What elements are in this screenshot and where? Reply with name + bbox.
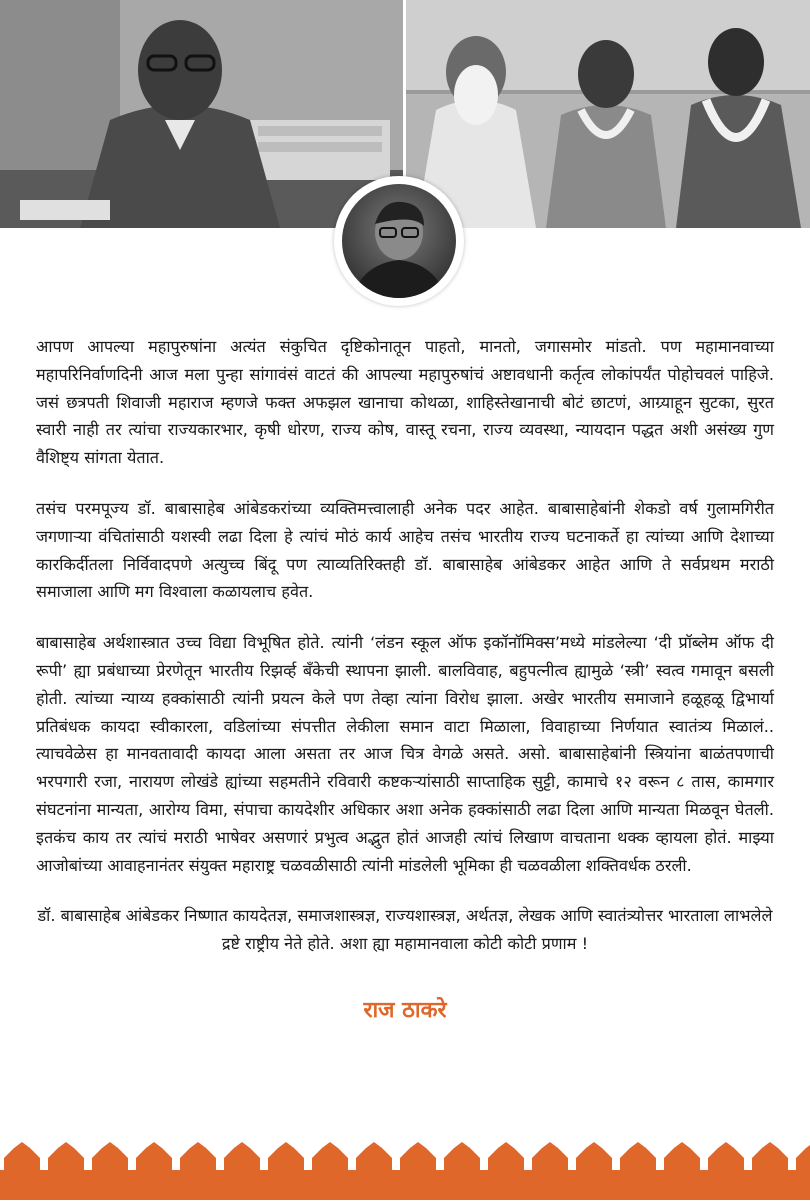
author-signature: राज ठाकरे (363, 997, 447, 1023)
ambedkar-elders-photo (406, 0, 810, 228)
article-body (36, 333, 774, 1024)
article-paragraph: आपण आपल्या महापुरुषांना अत्यंत संकुचित दृष्टिकोनातून पाहतो, मानतो, जगासमोर मांडतो. पण महामानवाच्या महापरिनिर्वाणदिनी आज मला पुन्हा सांगावंसं वाटतं की आपल्या महापुरुषांचं अष्टावधानी कर्तृत्व लोकांपर्यंत पोहोचवलं पाहिजे. जसं छत्रपती शिवाजी महाराज म्हणजे फक्त अफझल खानाचा कोथळा, शाहिस्तेखानाची बोटं छाटणं, आग्र्याहून सुटका, सुरत स्वारी नाही तर त्यांचा राज्यकारभार, कृषी धोरण, राज्य कोष, वास्तू रचना, राज्य व्यवस्था, न्यायदान पद्धत अशी असंख्य गुण वैशिष्ट्य सांगता येतात. (36, 337, 774, 468)
article-paragraph: तसंच परमपूज्य डॉ. बाबासाहेब आंबेडकरांच्या व्यक्तिमत्त्वालाही अनेक पदर आहेत. बाबासाहेबांनी शेकडो वर्ष गुलामगिरीत जगणाऱ्या वंचितांसाठी यशस्वी लढा दिला हे त्यांचं मोठं कार्य आहेच तसंच भारतीय राज्य घटनाकर्ते हा त्यांच्या आणि देशाच्या कारकिर्दीतला निर्विवादपणे अत्युच्च बिंदू पण त्याव्यतिरिक्तही डॉ. बाबासाहेब आंबेडकर आहेत आणि ते सर्वप्रथम मराठी समाजाला आणि मग विश्वाला कळायलाच हवेत. (36, 498, 774, 602)
article-paragraph: बाबासाहेब अर्थशास्त्रात उच्च विद्या विभूषित होते. त्यांनी ‘लंडन स्कूल ऑफ इकॉनॉमिक्स’मध्ये मांडलेल्या ‘दी प्रॉब्लेम ऑफ दी रूपी’ ह्या प्रबंधाच्या प्रेरणेतून भारतीय रिझर्व्ह बँकेची स्थापना झाली. बालविवाह, बहुपत्नीत्व ह्यामुळे ‘स्त्री’ स्वत्व गमावून बसली होती. त्यांच्या न्याय्य हक्कांसाठी त्यांनी प्रयत्न केले पण तेव्हा त्यांना विरोध झाला. अखेर भारतीय समाजाने हळूहळू द्विभार्या प्रतिबंधक कायदा स्वीकारला, वडिलांच्या संपत्तीत लेकीला समान वाटा मिळाला, विवाहाच्या निर्णयात स्वातंत्र्य मिळालं.. त्याचवेळेस हा मानवतावादी कायदा आला असता तर आज चित्र वेगळे असते. असो. बाबासाहेबांनी स्त्रियांना बाळंतपणाची भरपगारी रजा, नारायण लोखंडे ह्यांच्या सहमतीने रविवारी कष्टकऱ्यांसाठी साप्ताहिक सुट्टी, कामाचे १२ वरून ८ तास, कामगार संघटनांना मान्यता, आरोग्य विमा, संपाचा कायदेशीर अधिकार अशा अनेक हक्कांसाठी लढा दिला आणि मान्यता मिळवून घेतली. इतकंच काय तर त्यांचं मराठी भाषेवर असणारं प्रभुत्व अद्भुत होतं आजही त्यांचं लिखाण वाचताना थक्क व्हायला होतं. माझ्या आजोबांच्या आवाहनानंतर संयुक्त महाराष्ट्र चळवळीसाठी त्यांनी मांडलेली भूमिका ही चळवळीला शक्तिवर्धक ठरली. (36, 633, 774, 875)
author-avatar (334, 176, 464, 306)
ambedkar-desk-photo (0, 0, 403, 228)
decorative-footer-border (0, 1140, 810, 1200)
closing-paragraph: डॉ. बाबासाहेब आंबेडकर निष्णात कायदेतज्ञ, समाजशास्त्रज्ञ, राज्यशास्त्रज्ञ, अर्थतज्ञ, लेखक आणि स्वातंत्र्योत्तर भारताला लाभलेले द्रष्टे राष्ट्रीय नेते होते. अशा ह्या महामानवाला कोटी कोटी प्रणाम ! (37, 906, 773, 954)
